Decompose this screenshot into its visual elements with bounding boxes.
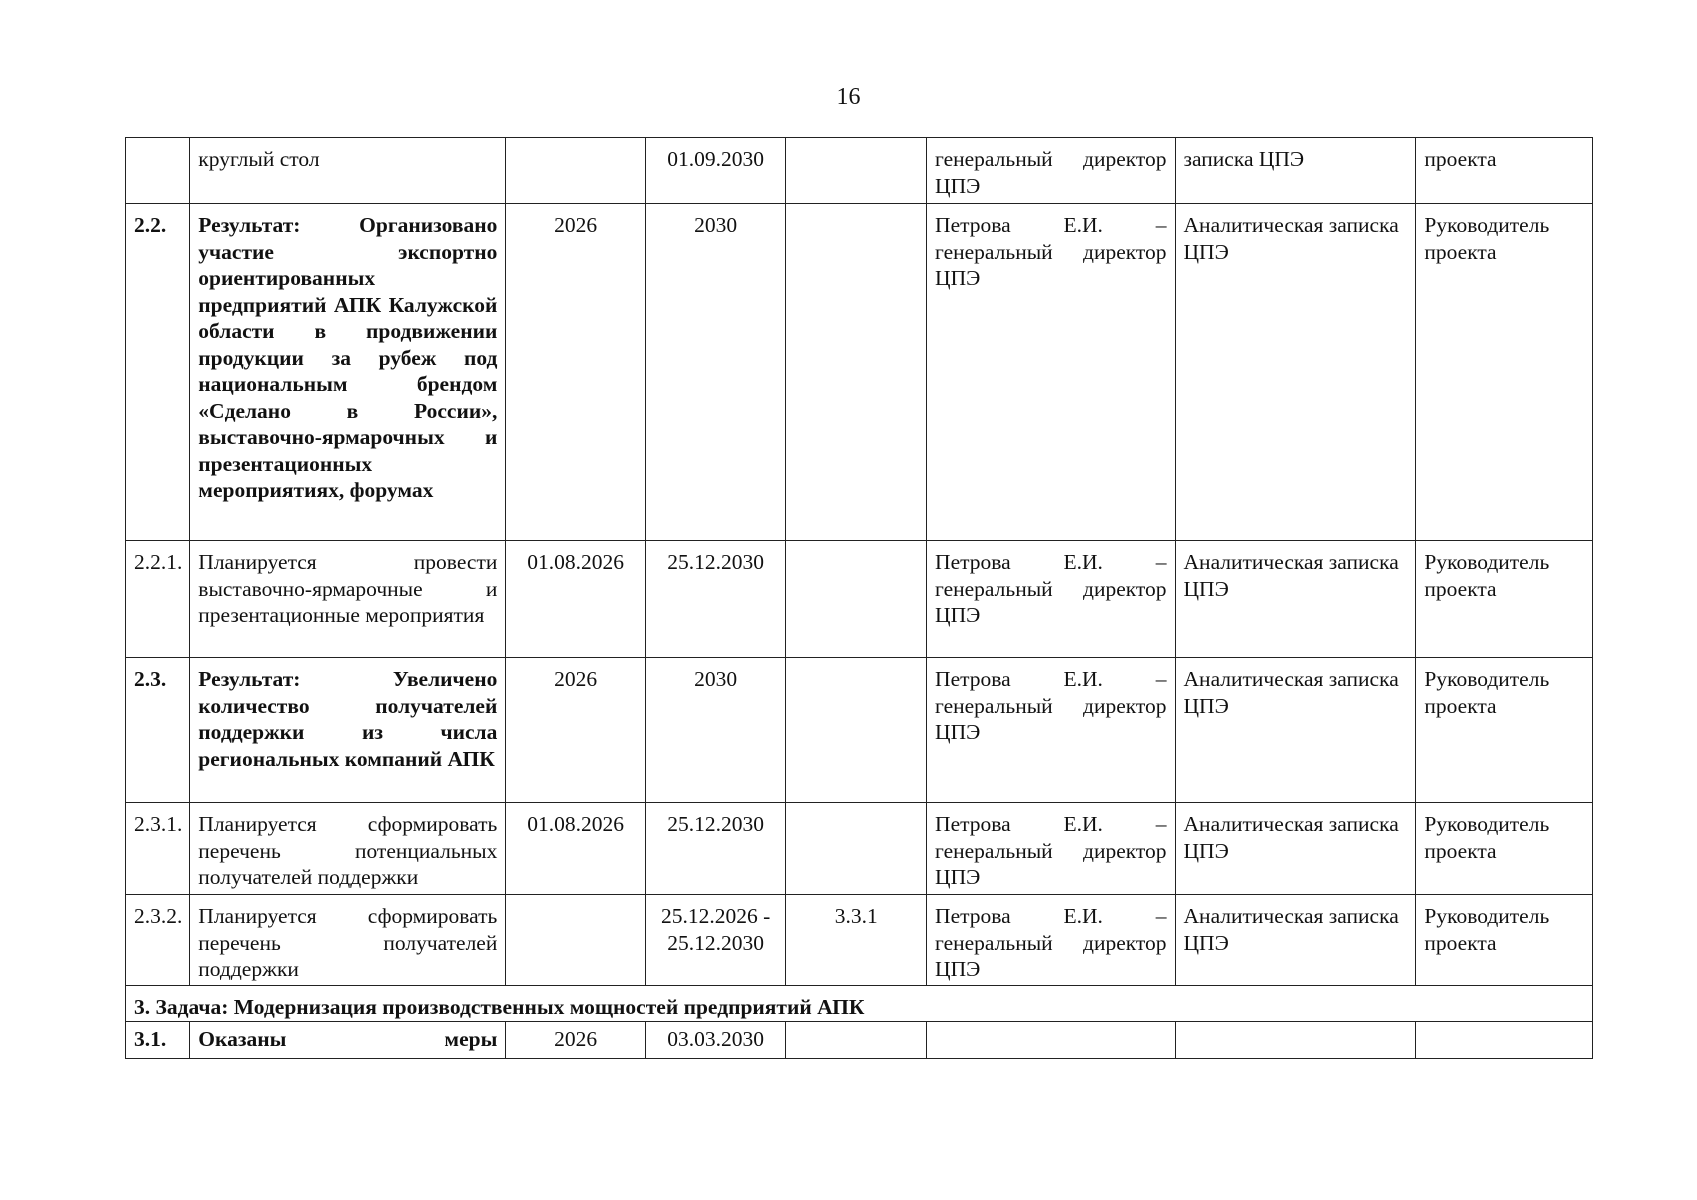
row-end-date: 01.09.2030	[645, 138, 786, 204]
task-title: 3. Задача: Модернизация производственных мощностей предприятий АПК	[126, 986, 1593, 1022]
table-row	[126, 895, 1593, 986]
row-number: 2.3.	[126, 658, 190, 803]
row-responsible: Петрова Е.И. – генеральный директор ЦПЭ	[927, 895, 1175, 986]
row-responsible: Петрова Е.И. – генеральный директор ЦПЭ	[927, 541, 1175, 658]
row-start-date: 2026	[506, 658, 646, 803]
row-link	[786, 658, 927, 803]
row-end-date: 25.12.2030	[645, 541, 786, 658]
row-name: Планируется провести выставочно-ярмарочные и презентационные мероприятия	[190, 541, 506, 658]
row-start-date: 01.08.2026	[506, 541, 646, 658]
table-row	[126, 1022, 1593, 1059]
row-link	[786, 541, 927, 658]
row-name: Результат: Увеличено количество получателей поддержки из числа региональных компаний АПК	[190, 658, 506, 803]
row-name: Планируется сформировать перечень потенциальных получателей поддержки	[190, 803, 506, 895]
row-link: 3.3.1	[786, 895, 927, 986]
table-row	[126, 803, 1593, 895]
plan-table	[125, 137, 1593, 1059]
row-start-date: 2026	[506, 204, 646, 541]
row-control: Руководитель проекта	[1416, 895, 1593, 986]
row-link	[786, 803, 927, 895]
row-number: 2.3.1.	[126, 803, 190, 895]
row-responsible: Петрова Е.И. – генеральный директор ЦПЭ	[927, 803, 1175, 895]
row-responsible: генеральный директор ЦПЭ	[927, 138, 1175, 204]
row-start-date: 01.08.2026	[506, 803, 646, 895]
row-responsible: Петрова Е.И. – генеральный директор ЦПЭ	[927, 204, 1175, 541]
row-number: 2.2.	[126, 204, 190, 541]
row-start-date	[506, 138, 646, 204]
row-control: Руководитель проекта	[1416, 204, 1593, 541]
row-document: записка ЦПЭ	[1175, 138, 1416, 204]
row-link	[786, 204, 927, 541]
task-row	[126, 986, 1593, 1022]
table-row	[126, 658, 1593, 803]
row-document: Аналитическая записка ЦПЭ	[1175, 895, 1416, 986]
row-start-date: 2026	[506, 1022, 646, 1059]
row-document	[1175, 1022, 1416, 1059]
row-number: 2.2.1.	[126, 541, 190, 658]
row-end-date: 25.12.2030	[645, 803, 786, 895]
row-responsible	[927, 1022, 1175, 1059]
row-name: Планируется сформировать перечень получателей поддержки	[190, 895, 506, 986]
row-control	[1416, 1022, 1593, 1059]
row-control: Руководитель проекта	[1416, 803, 1593, 895]
row-number: 2.3.2.	[126, 895, 190, 986]
row-responsible: Петрова Е.И. – генеральный директор ЦПЭ	[927, 658, 1175, 803]
table-row	[126, 138, 1593, 204]
row-document: Аналитическая записка ЦПЭ	[1175, 803, 1416, 895]
row-end-date: 25.12.2026 - 25.12.2030	[645, 895, 786, 986]
row-end-date: 2030	[645, 658, 786, 803]
row-control: Руководитель проекта	[1416, 658, 1593, 803]
row-document: Аналитическая записка ЦПЭ	[1175, 541, 1416, 658]
row-document: Аналитическая записка ЦПЭ	[1175, 658, 1416, 803]
row-end-date: 2030	[645, 204, 786, 541]
table-row	[126, 541, 1593, 658]
row-number: 3.1.	[126, 1022, 190, 1059]
table-row	[126, 204, 1593, 541]
row-number	[126, 138, 190, 204]
row-name: круглый стол	[190, 138, 506, 204]
row-name: Результат: Организовано участие экспортно ориентированных предприятий АПК Калужской области в продвижении продукции за рубеж под национальным брендом «Сделано в России», выставочно-ярмарочных и презентационных мероприятиях, форумах	[190, 204, 506, 541]
row-link	[786, 1022, 927, 1059]
page-number: 16	[836, 84, 861, 110]
row-link	[786, 138, 927, 204]
row-document: Аналитическая записка ЦПЭ	[1175, 204, 1416, 541]
row-end-date: 03.03.2030	[645, 1022, 786, 1059]
row-start-date	[506, 895, 646, 986]
row-control: проекта	[1416, 138, 1593, 204]
row-name: Оказаны меры	[190, 1022, 506, 1059]
row-control: Руководитель проекта	[1416, 541, 1593, 658]
